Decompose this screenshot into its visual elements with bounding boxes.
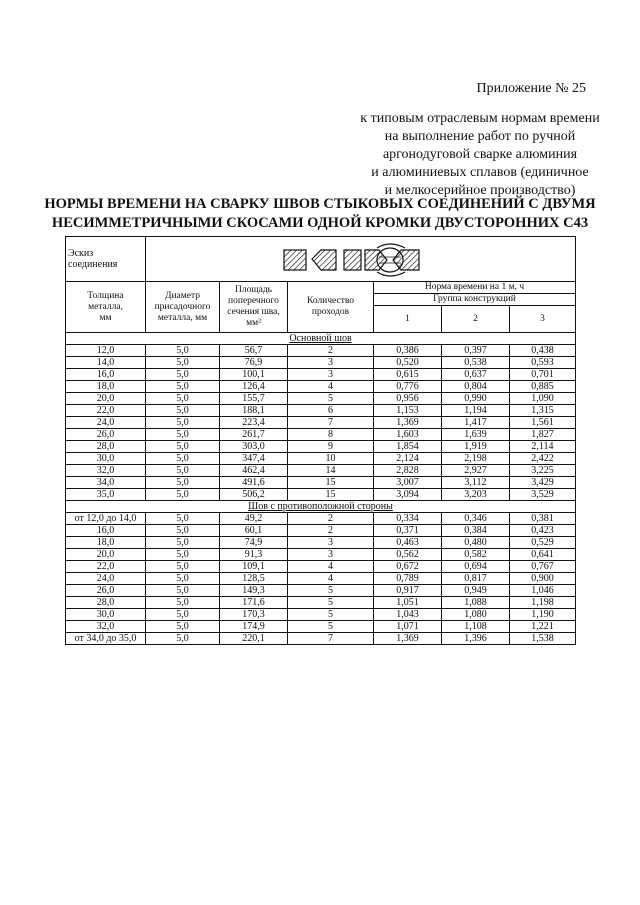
norm-group2-cell: 1,639 [442, 429, 510, 441]
norm-group3-cell: 1,190 [510, 609, 576, 621]
passes-cell: 2 [288, 525, 374, 537]
norm-group2-cell: 1,417 [442, 417, 510, 429]
diameter-cell: 5,0 [146, 357, 220, 369]
passes-cell: 5 [288, 621, 374, 633]
diameter-cell: 5,0 [146, 525, 220, 537]
document-title [40, 195, 600, 233]
passes-cell: 3 [288, 357, 374, 369]
thickness-cell: 32,0 [66, 465, 146, 477]
appendix-line: и алюминиевых сплавов (единичное [371, 165, 589, 180]
diameter-cell: 5,0 [146, 549, 220, 561]
passes-cell: 5 [288, 393, 374, 405]
area-cell: 170,3 [220, 609, 288, 621]
table-row [66, 585, 576, 597]
passes-cell: 2 [288, 345, 374, 357]
thickness-cell: 26,0 [66, 585, 146, 597]
area-cell: 491,6 [220, 477, 288, 489]
norm-group3-cell: 1,198 [510, 597, 576, 609]
thickness-cell: 20,0 [66, 549, 146, 561]
thickness-cell: 30,0 [66, 609, 146, 621]
norm-group3-cell: 2,422 [510, 453, 576, 465]
table-row [66, 597, 576, 609]
table-row [66, 465, 576, 477]
thickness-cell: 32,0 [66, 621, 146, 633]
norm-group3-cell: 1,827 [510, 429, 576, 441]
appendix-line: аргонодуговой сварке алюминия [382, 147, 578, 162]
table-row [66, 393, 576, 405]
norm-group2-cell: 0,538 [442, 357, 510, 369]
section-back-row [66, 501, 576, 513]
norm-group2-cell: 0,990 [442, 393, 510, 405]
norm-group2-cell: 2,927 [442, 465, 510, 477]
norm-group1-cell: 2,828 [374, 465, 442, 477]
appendix-header [360, 80, 600, 200]
thickness-cell: 14,0 [66, 357, 146, 369]
section-main-label: Основной шов [66, 333, 576, 345]
thickness-cell: 35,0 [66, 489, 146, 501]
norm-group1-cell: 2,124 [374, 453, 442, 465]
title-line-2: НЕСИММЕТРИЧНЫМИ СКОСАМИ ОДНОЙ КРОМКИ ДВУСТОРОННИХ С43 [51, 215, 589, 231]
back-rows [66, 513, 576, 645]
table-row [66, 357, 576, 369]
passes-cell: 2 [288, 513, 374, 525]
diameter-cell: 5,0 [146, 465, 220, 477]
thickness-cell: 22,0 [66, 405, 146, 417]
norm-group3-cell: 0,641 [510, 549, 576, 561]
thickness-cell: 20,0 [66, 393, 146, 405]
passes-cell: 7 [288, 417, 374, 429]
norm-group1-cell: 1,854 [374, 441, 442, 453]
norm-group1-cell: 0,917 [374, 585, 442, 597]
table-row [66, 537, 576, 549]
diameter-cell: 5,0 [146, 537, 220, 549]
norm-group1-cell: 1,369 [374, 633, 442, 645]
thickness-cell: от 34,0 до 35,0 [66, 633, 146, 645]
diameter-cell: 5,0 [146, 417, 220, 429]
weld-cap-top [377, 244, 405, 248]
passes-cell: 15 [288, 489, 374, 501]
passes-cell: 5 [288, 609, 374, 621]
appendix-line: и мелкосерийное производство) [384, 183, 576, 198]
norm-group2-cell: 0,480 [442, 537, 510, 549]
area-cell: 261,7 [220, 429, 288, 441]
table-row [66, 561, 576, 573]
diameter-cell: 5,0 [146, 381, 220, 393]
norm-group1-cell: 0,562 [374, 549, 442, 561]
table-row [66, 429, 576, 441]
passes-cell: 6 [288, 405, 374, 417]
norm-group1-cell: 1,153 [374, 405, 442, 417]
passes-cell: 3 [288, 549, 374, 561]
table-row [66, 369, 576, 381]
diameter-cell: 5,0 [146, 453, 220, 465]
table-row [66, 525, 576, 537]
norm-group3-cell: 2,114 [510, 441, 576, 453]
passes-cell: 10 [288, 453, 374, 465]
table-row [66, 621, 576, 633]
norm-group1-cell: 0,386 [374, 345, 442, 357]
appendix-line: к типовым отраслевым нормам времени [360, 111, 600, 126]
table-row [66, 453, 576, 465]
norms-table [65, 236, 576, 645]
diameter-cell: 5,0 [146, 621, 220, 633]
norm-group3-cell: 0,529 [510, 537, 576, 549]
diameter-cell: 5,0 [146, 477, 220, 489]
norm-group3-cell: 1,221 [510, 621, 576, 633]
norm-group3-cell: 1,315 [510, 405, 576, 417]
table-row [66, 513, 576, 525]
norm-group3-cell: 3,225 [510, 465, 576, 477]
norm-group2-cell: 2,198 [442, 453, 510, 465]
diameter-cell: 5,0 [146, 585, 220, 597]
plate-left-1 [284, 250, 306, 270]
norm-group1-cell: 3,094 [374, 489, 442, 501]
passes-cell: 9 [288, 441, 374, 453]
area-cell: 303,0 [220, 441, 288, 453]
table-row [66, 549, 576, 561]
header-diameter: Диаметр присадочного металла, мм [146, 282, 220, 333]
norm-group2-cell: 1,080 [442, 609, 510, 621]
diameter-cell: 5,0 [146, 609, 220, 621]
diameter-cell: 5,0 [146, 513, 220, 525]
area-cell: 76,9 [220, 357, 288, 369]
passes-cell: 5 [288, 597, 374, 609]
area-cell: 347,4 [220, 453, 288, 465]
thickness-cell: 30,0 [66, 453, 146, 465]
norm-group1-cell: 0,334 [374, 513, 442, 525]
area-cell: 223,4 [220, 417, 288, 429]
area-cell: 220,1 [220, 633, 288, 645]
norm-group3-cell: 3,529 [510, 489, 576, 501]
norm-group1-cell: 1,369 [374, 417, 442, 429]
diameter-cell: 5,0 [146, 489, 220, 501]
weld-joint-sketch-icon [281, 237, 441, 281]
table-row [66, 633, 576, 645]
joint-sketch [146, 237, 576, 282]
norm-group1-cell: 1,071 [374, 621, 442, 633]
passes-cell: 7 [288, 633, 374, 645]
norm-group2-cell: 1,919 [442, 441, 510, 453]
diameter-cell: 5,0 [146, 405, 220, 417]
plate-4 [365, 250, 387, 270]
diameter-cell: 5,0 [146, 441, 220, 453]
area-cell: 128,5 [220, 573, 288, 585]
area-cell: 100,1 [220, 369, 288, 381]
norm-group1-cell: 0,615 [374, 369, 442, 381]
area-cell: 74,9 [220, 537, 288, 549]
passes-cell: 14 [288, 465, 374, 477]
plate-beveled-2 [312, 250, 336, 270]
area-cell: 91,3 [220, 549, 288, 561]
header-group-3: 3 [510, 306, 576, 333]
norm-group2-cell: 3,203 [442, 489, 510, 501]
norm-group2-cell: 0,694 [442, 561, 510, 573]
diameter-cell: 5,0 [146, 573, 220, 585]
table-row [66, 417, 576, 429]
area-cell: 188,1 [220, 405, 288, 417]
norm-group2-cell: 0,804 [442, 381, 510, 393]
table-row [66, 345, 576, 357]
passes-cell: 5 [288, 585, 374, 597]
thickness-cell: 24,0 [66, 573, 146, 585]
thickness-cell: 28,0 [66, 441, 146, 453]
norm-group2-cell: 0,637 [442, 369, 510, 381]
diameter-cell: 5,0 [146, 345, 220, 357]
area-cell: 155,7 [220, 393, 288, 405]
table-row [66, 477, 576, 489]
norm-group3-cell: 0,381 [510, 513, 576, 525]
passes-cell: 4 [288, 573, 374, 585]
area-cell: 149,3 [220, 585, 288, 597]
section-back-label: Шов с противоположной стороны [66, 501, 576, 513]
area-cell: 56,7 [220, 345, 288, 357]
diameter-cell: 5,0 [146, 369, 220, 381]
passes-cell: 8 [288, 429, 374, 441]
main-rows [66, 345, 576, 501]
sketch-label: Эскиз соединения [66, 237, 146, 282]
norm-group1-cell: 0,776 [374, 381, 442, 393]
norm-group1-cell: 0,956 [374, 393, 442, 405]
section-main-row [66, 333, 576, 345]
passes-cell: 3 [288, 537, 374, 549]
norm-group1-cell: 1,043 [374, 609, 442, 621]
table-row [66, 381, 576, 393]
norm-group2-cell: 1,194 [442, 405, 510, 417]
area-cell: 126,4 [220, 381, 288, 393]
norm-group2-cell: 3,112 [442, 477, 510, 489]
norm-group3-cell: 1,046 [510, 585, 576, 597]
norm-group2-cell: 1,108 [442, 621, 510, 633]
passes-cell: 15 [288, 477, 374, 489]
diameter-cell: 5,0 [146, 561, 220, 573]
norm-group3-cell: 1,561 [510, 417, 576, 429]
diameter-cell: 5,0 [146, 393, 220, 405]
appendix-line: на выполнение работ по ручной [384, 129, 576, 144]
norm-group3-cell: 0,593 [510, 357, 576, 369]
thickness-cell: 16,0 [66, 369, 146, 381]
norm-group3-cell: 0,900 [510, 573, 576, 585]
diameter-cell: 5,0 [146, 429, 220, 441]
thickness-cell: 28,0 [66, 597, 146, 609]
norm-group1-cell: 0,520 [374, 357, 442, 369]
diameter-cell: 5,0 [146, 633, 220, 645]
norm-group2-cell: 1,396 [442, 633, 510, 645]
norm-group2-cell: 0,346 [442, 513, 510, 525]
thickness-cell: от 12,0 до 14,0 [66, 513, 146, 525]
norm-group2-cell: 0,582 [442, 549, 510, 561]
thickness-cell: 18,0 [66, 381, 146, 393]
norm-group3-cell: 3,429 [510, 477, 576, 489]
header-group-2: 2 [442, 306, 510, 333]
sketch-row [66, 237, 576, 282]
header-norm: Норма времени на 1 м, ч [374, 282, 576, 294]
table-row [66, 441, 576, 453]
area-cell: 60,1 [220, 525, 288, 537]
header-row-1 [66, 282, 576, 294]
thickness-cell: 12,0 [66, 345, 146, 357]
norm-group2-cell: 0,949 [442, 585, 510, 597]
plate-5 [393, 250, 419, 270]
table-row [66, 609, 576, 621]
title-line-1: НОРМЫ ВРЕМЕНИ НА СВАРКУ ШВОВ СТЫКОВЫХ СОЕДИНЕНИЙ С ДВУМЯ [44, 196, 596, 212]
norm-group3-cell: 1,090 [510, 393, 576, 405]
header-thickness: Толщина металла, мм [66, 282, 146, 333]
norm-group2-cell: 0,384 [442, 525, 510, 537]
norm-group1-cell: 1,051 [374, 597, 442, 609]
area-cell: 462,4 [220, 465, 288, 477]
diameter-cell: 5,0 [146, 597, 220, 609]
thickness-cell: 18,0 [66, 537, 146, 549]
table-row [66, 489, 576, 501]
thickness-cell: 34,0 [66, 477, 146, 489]
header-passes: Количество проходов [288, 282, 374, 333]
thickness-cell: 24,0 [66, 417, 146, 429]
weld-cap-bottom [377, 272, 405, 276]
passes-cell: 3 [288, 369, 374, 381]
norm-group1-cell: 0,789 [374, 573, 442, 585]
norm-group3-cell: 0,885 [510, 381, 576, 393]
table-row [66, 405, 576, 417]
norm-group3-cell: 1,538 [510, 633, 576, 645]
norm-group1-cell: 0,371 [374, 525, 442, 537]
norm-group2-cell: 0,397 [442, 345, 510, 357]
area-cell: 171,6 [220, 597, 288, 609]
header-area: Площадь поперечного сечения шва, мм² [220, 282, 288, 333]
norm-group3-cell: 0,701 [510, 369, 576, 381]
norm-group3-cell: 0,767 [510, 561, 576, 573]
area-cell: 506,2 [220, 489, 288, 501]
norm-group1-cell: 0,672 [374, 561, 442, 573]
passes-cell: 4 [288, 561, 374, 573]
appendix-number: Приложение № 25 [476, 81, 586, 96]
norm-group2-cell: 1,088 [442, 597, 510, 609]
thickness-cell: 22,0 [66, 561, 146, 573]
table-row [66, 573, 576, 585]
area-cell: 174,9 [220, 621, 288, 633]
header-group: Группа конструкций [374, 294, 576, 306]
thickness-cell: 16,0 [66, 525, 146, 537]
thickness-cell: 26,0 [66, 429, 146, 441]
norm-group1-cell: 1,603 [374, 429, 442, 441]
norm-group2-cell: 0,817 [442, 573, 510, 585]
norm-group3-cell: 0,423 [510, 525, 576, 537]
norm-group3-cell: 0,438 [510, 345, 576, 357]
norm-group1-cell: 3,007 [374, 477, 442, 489]
norm-group1-cell: 0,463 [374, 537, 442, 549]
passes-cell: 4 [288, 381, 374, 393]
area-cell: 49,2 [220, 513, 288, 525]
plate-3 [344, 250, 361, 270]
area-cell: 109,1 [220, 561, 288, 573]
header-group-1: 1 [374, 306, 442, 333]
